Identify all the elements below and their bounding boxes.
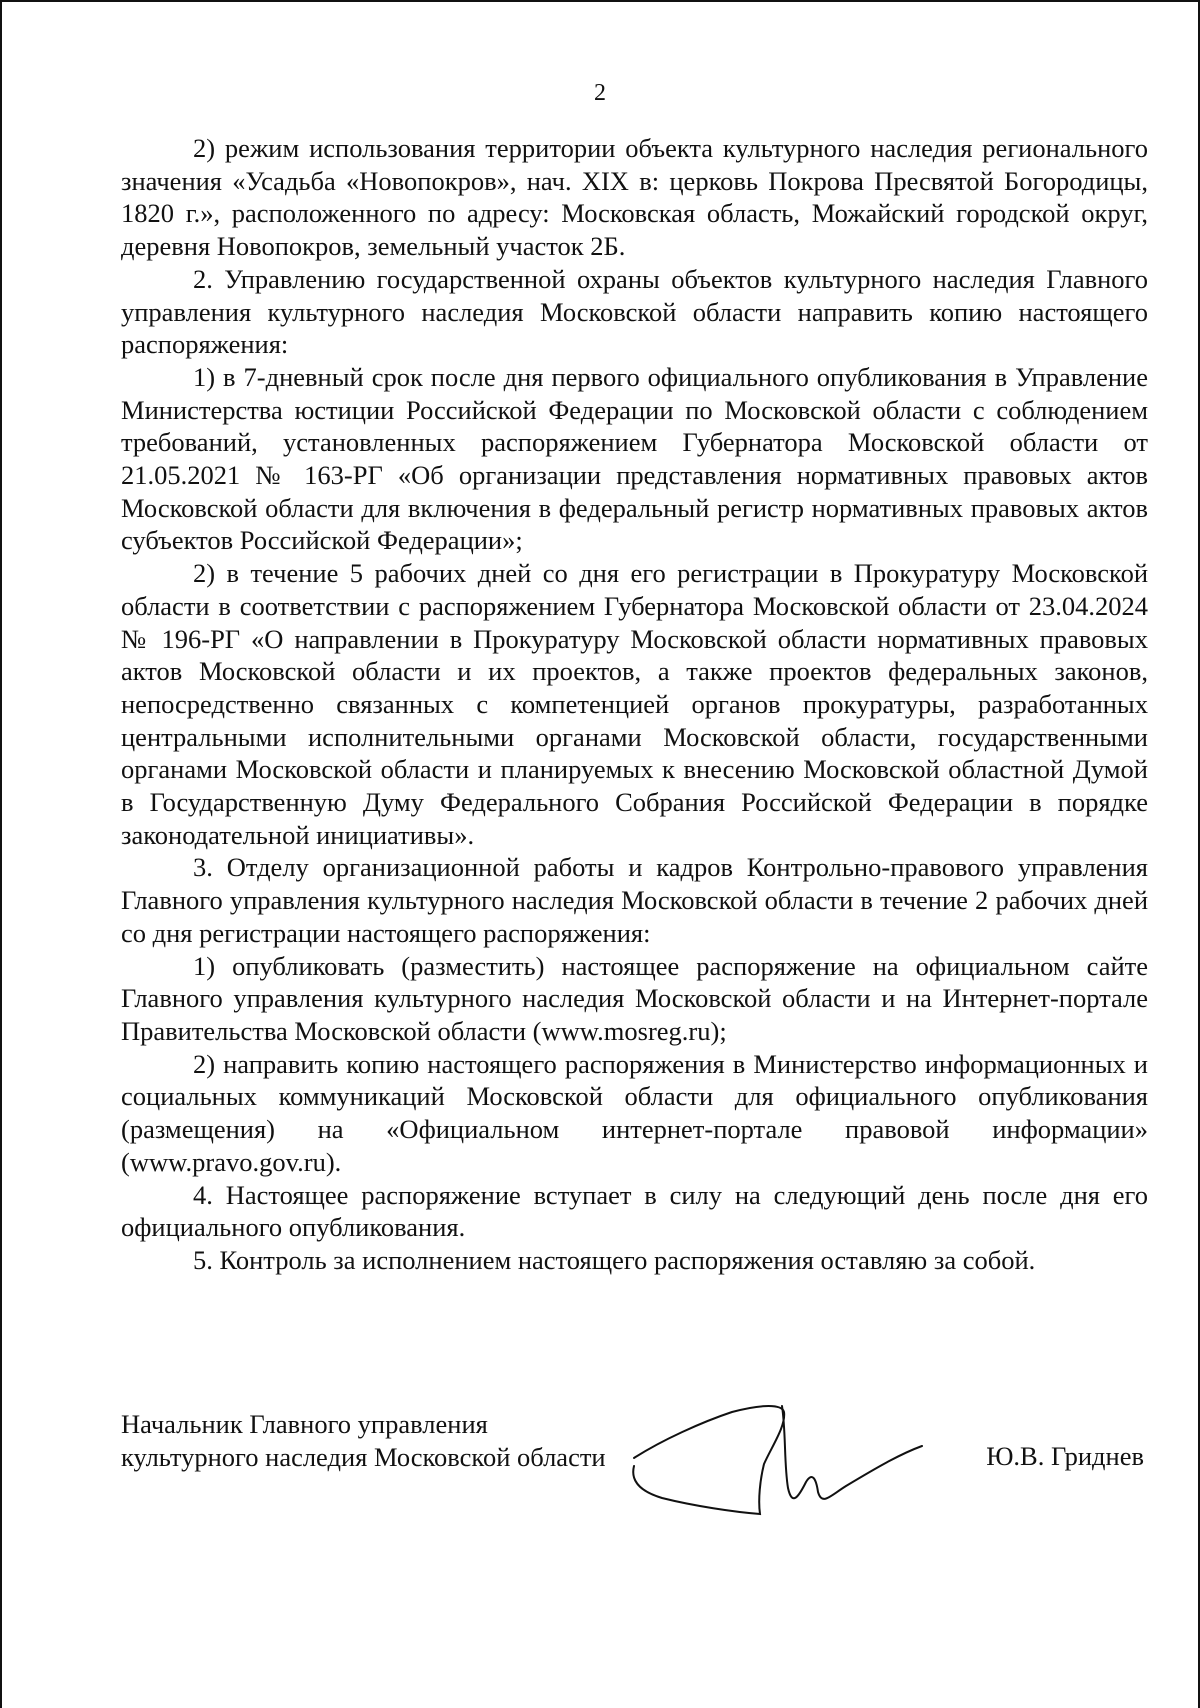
paragraph-item-4: 4. Настоящее распоряжение вступает в силу на следующий день после дня его официального опубликования. bbox=[121, 1179, 1148, 1243]
paragraph-item-3: 3. Отделу организационной работы и кадров Контрольно-правового управления Главного управления культурного наследия Московской области в течение 2 рабочих дней со дня регистрации настоящего распоряжения: bbox=[121, 852, 1148, 948]
paragraph-item-5: 5. Контроль за исполнением настоящего распоряжения оставляю за собой. bbox=[193, 1244, 1036, 1275]
paragraph-2-2: 2) режим использования территории объекта культурного наследия регионального значения «Усадьба «Новопокров», нач. XIX в: церковь Покрова Пресвятой Богородицы, 1820 г.», расположенного по адресу: Московская область, Можайский городской округ, деревня Новопокров, земельный участок 2Б. bbox=[121, 133, 1148, 262]
paragraph-3-subitem-1: 1) опубликовать (разместить) настоящее распоряжение на официальном сайте Главного управления культурного наследия Московской области и на Интернет-портале Правительства Московской области (www.mosreg.ru); bbox=[121, 950, 1148, 1046]
signatory-title bbox=[121, 1408, 606, 1473]
handwritten-signature bbox=[622, 1402, 942, 1522]
signatory-title-line-2: культурного наследия Московской области bbox=[121, 1441, 606, 1472]
paragraph-3-subitem-2: 2) направить копию настоящего распоряжения в Министерство информационных и социальных коммуникаций Московской области для официального опубликования (размещения) на «Официальном интернет-портале правовой информации» (www.pravo.gov.ru). bbox=[121, 1048, 1148, 1177]
signatory-title-line-1: Начальник Главного управления bbox=[121, 1409, 488, 1439]
paragraph-2-subitem-1: 1) в 7-дневный срок после дня первого официального опубликования в Управление Министерства юстиции Российской Федерации по Московской области с соблюдением требований, установленных распоряжением Губернатора Московской области от 21.05.2021 № 163-РГ «Об организации представления нормативных правовых актов Московской области для включения в федеральный регистр нормативных правовых актов субъектов Российской Федерации»; bbox=[121, 361, 1148, 556]
paragraph-item-2: 2. Управлению государственной охраны объектов культурного наследия Главного управления культурного наследия Московской области направить копию настоящего распоряжения: bbox=[121, 263, 1148, 360]
document-body bbox=[121, 132, 1148, 1277]
signatory-name: Ю.В. Гриднев bbox=[986, 1441, 1144, 1471]
page-number: 2 bbox=[594, 80, 606, 106]
paragraph-2-subitem-2: 2) в течение 5 рабочих дней со дня его регистрации в Прокуратуру Московской области в соответствии с распоряжением Губернатора Московской области от 23.04.2024 № 196-РГ «О направлении в Прокуратуру Московской области нормативных правовых актов Московской области и их проектов, а также проектов федеральных законов, непосредственно связанных с компетенцией органов прокуратуры, разработанных центральными исполнительными органами Московской области, государственными органами Московской области и планируемых к внесению Московской областной Думой в Государственную Думу Федерального Собрания Российской Федерации в порядке законодательной инициативы». bbox=[121, 558, 1148, 850]
